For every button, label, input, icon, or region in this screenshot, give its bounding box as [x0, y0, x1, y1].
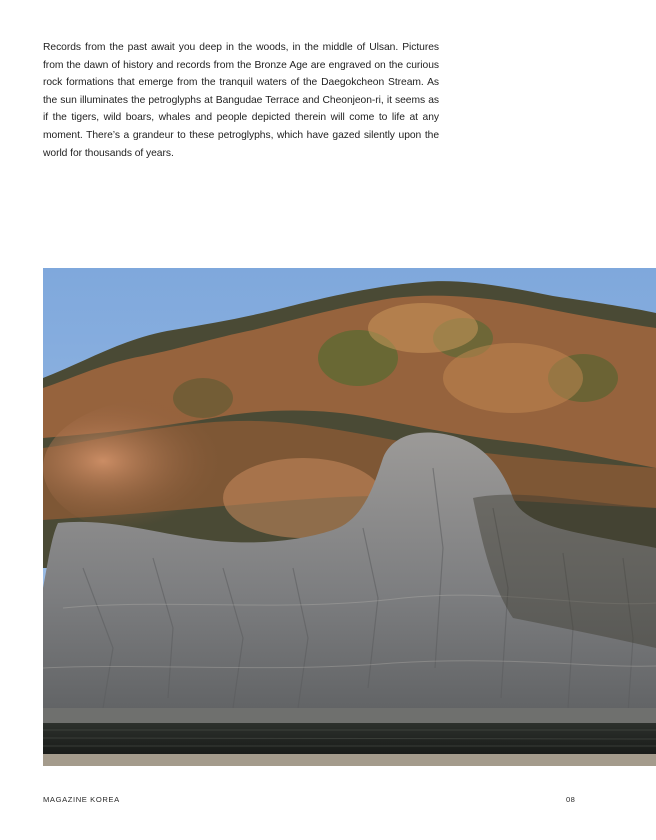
- publication-name: MAGAZINE KOREA: [43, 795, 120, 804]
- page-number: 08: [566, 795, 576, 804]
- cliff-photo: [43, 268, 656, 766]
- intro-paragraph: Records from the past await you deep in the woods, in the middle of Ulsan. Pictures from the dawn of history and records from the Bronze Age are engraved on the curious rock formations that emerge from the tranquil waters of the Daegokcheon Stream. As the sun illuminates the petroglyphs at Bangudae Terrace and Cheonjeon-ri, it seems as if the tigers, wild boars, whales and people depicted therein will come to life at any moment. There’s a grandeur to these petroglyphs, which have gazed silently upon the world for thousands of years.: [43, 42, 439, 159]
